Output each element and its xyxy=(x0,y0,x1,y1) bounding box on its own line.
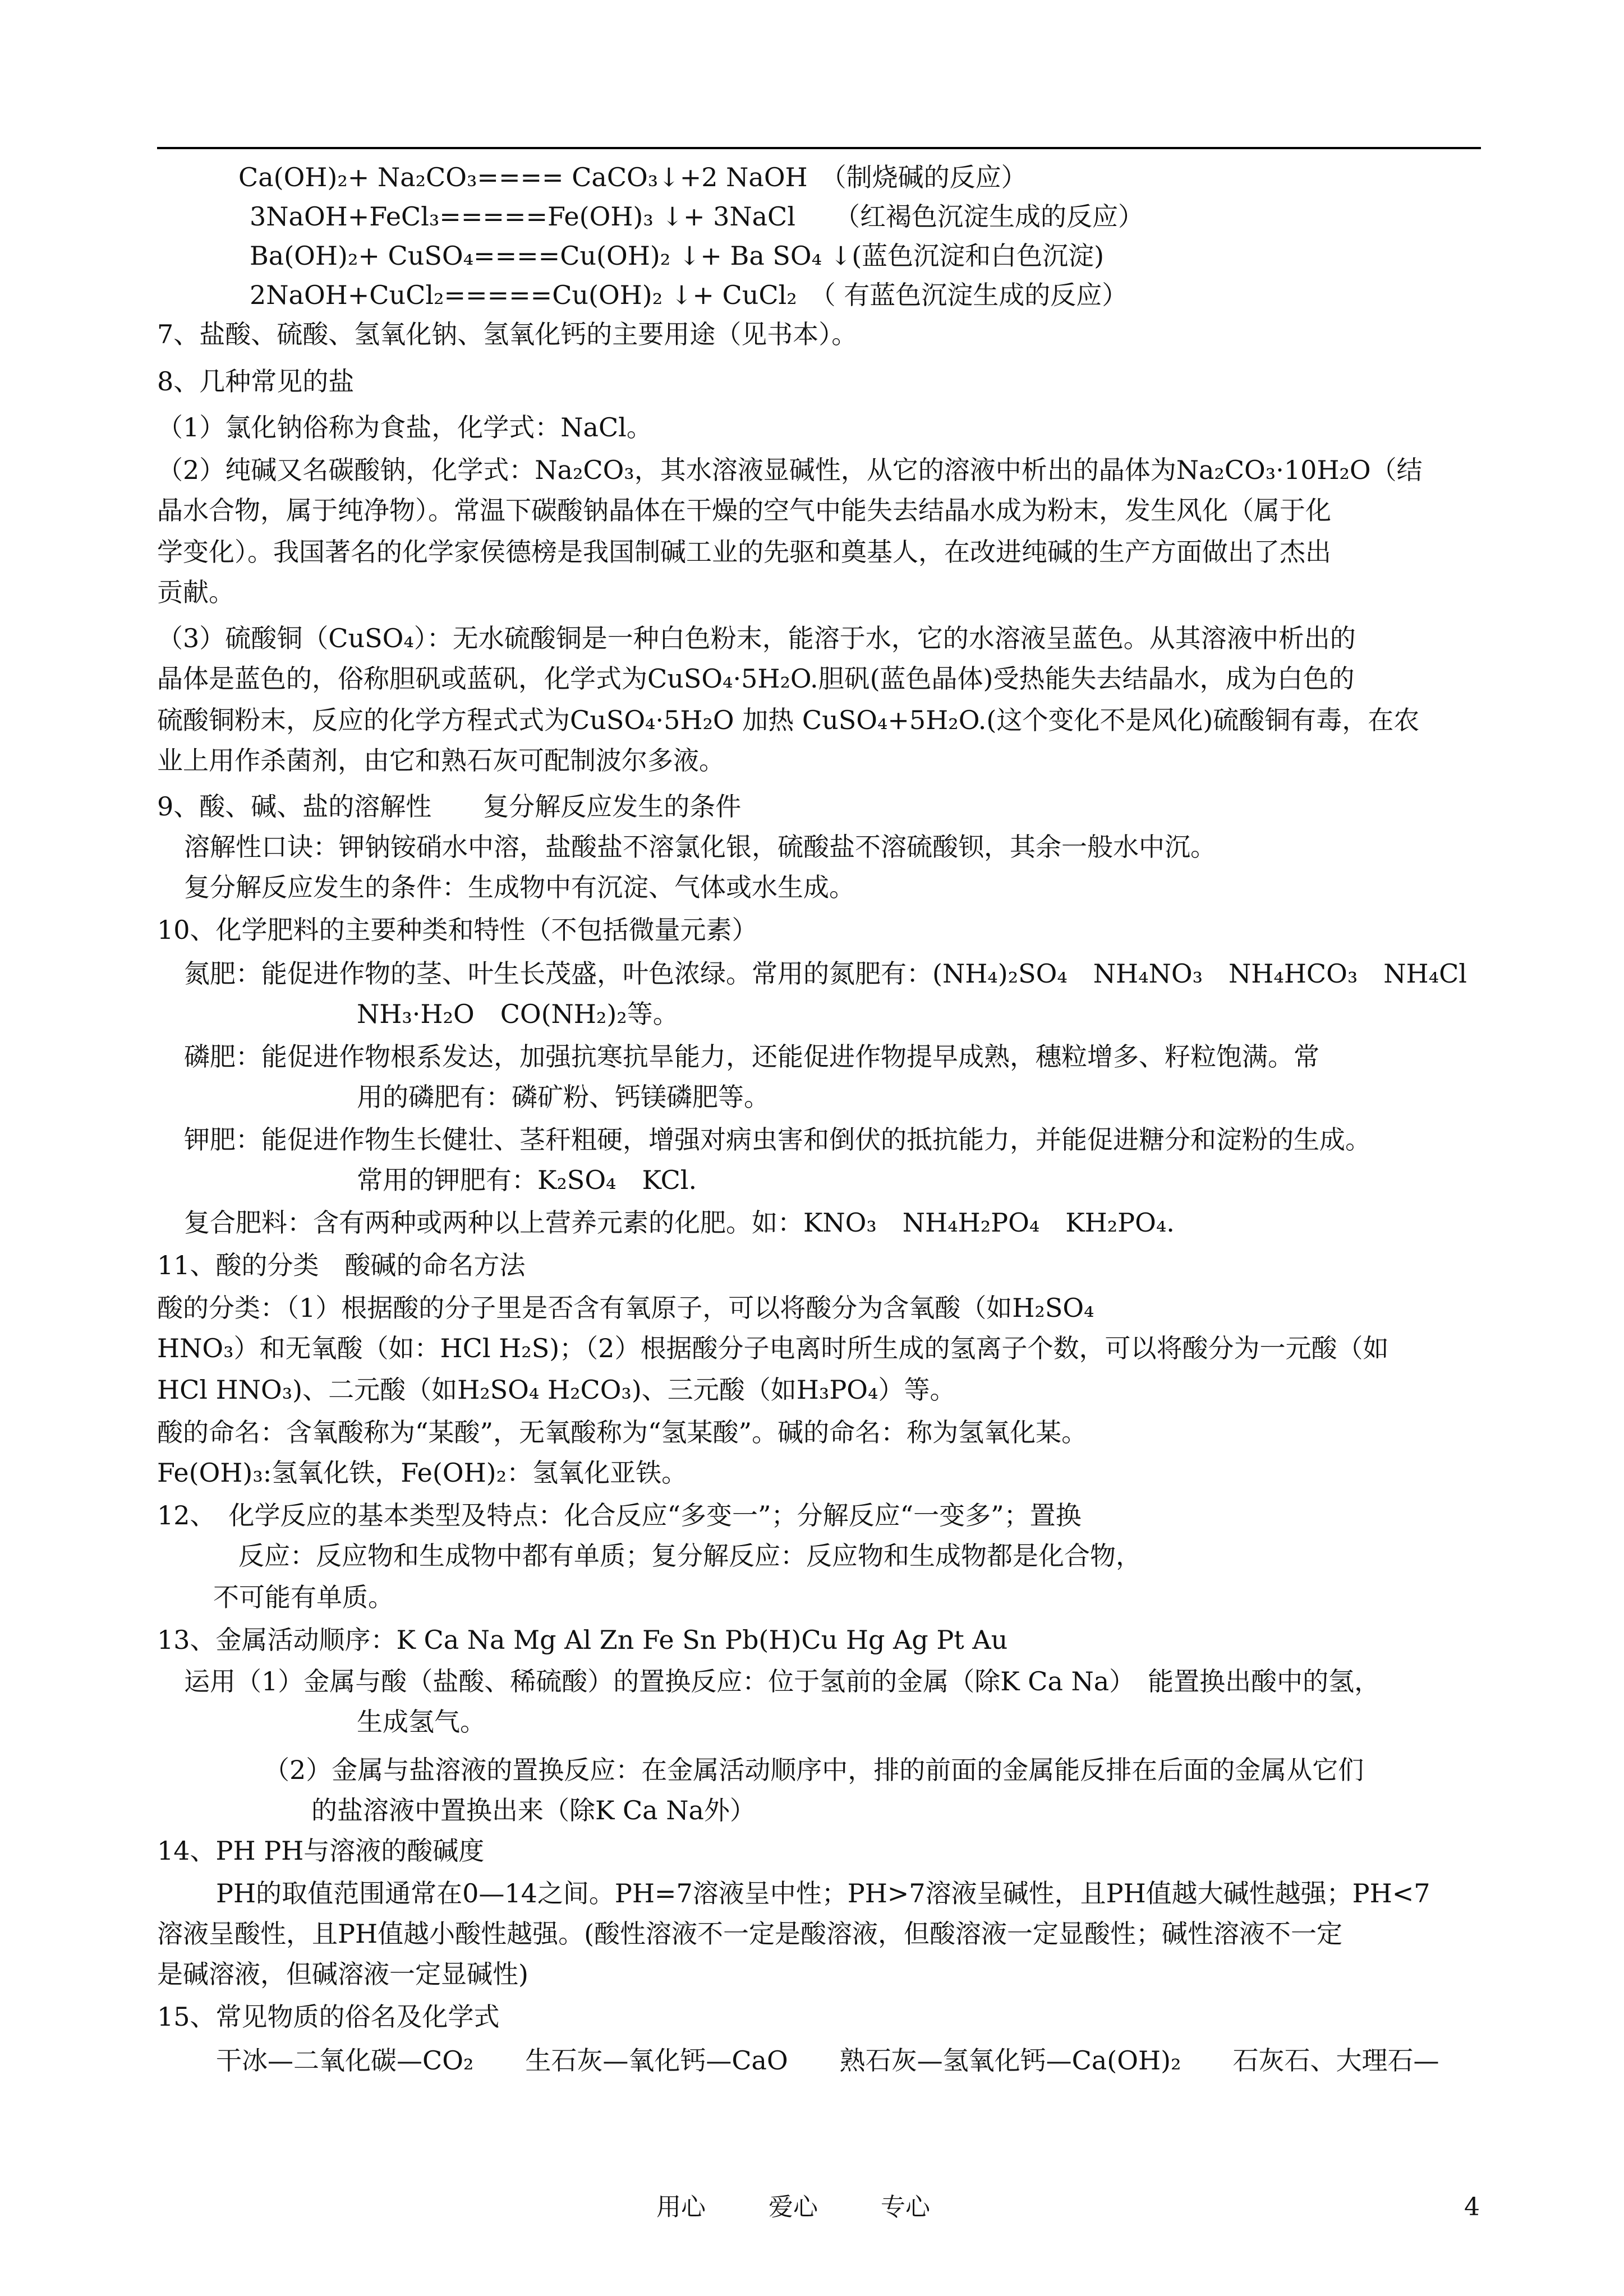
text-line: 7、盐酸、硫酸、氢氧化钠、氢氧化钙的主要用途（见书本）。 xyxy=(157,319,858,349)
text-line: 磷肥：能促进作物根系发达，加强抗寒抗旱能力，还能促进作物提早成熟，穗粒增多、籽粒饱满。常 xyxy=(184,1041,1319,1072)
text-line: 常用的钾肥有：K₂SO₄ KCl. xyxy=(357,1165,697,1195)
text-line: 酸的命名：含氧酸称为“某酸”，无氧酸称为“氢某酸”。碱的命名：称为氢氧化某。 xyxy=(157,1417,1088,1447)
text-line: NH₃·H₂O CO(NH₂)₂等。 xyxy=(357,999,679,1029)
text-line: 晶水合物，属于纯净物）。常温下碳酸钠晶体在干燥的空气中能失去结晶水成为粉末，发生风化（属于化 xyxy=(157,495,1331,525)
text-line: 8、几种常见的盐 xyxy=(157,366,355,397)
text-line: 溶液呈酸性，且PH值越小酸性越强。(酸性溶液不一定是酸溶液，但酸溶液一定显酸性；碱性溶液不一定 xyxy=(157,1919,1343,1949)
page-number: 4 xyxy=(1464,2193,1480,2221)
text-line: 14、PH PH与溶液的酸碱度 xyxy=(157,1836,485,1866)
text-line: HCl HNO₃)、二元酸（如H₂SO₄ H₂CO₃)、三元酸（如H₃PO₄）等。 xyxy=(157,1375,956,1405)
text-line: 干冰—二氧化碳—CO₂ 生石灰—氧化钙—CaO 熟石灰—氢氧化钙—Ca(OH)₂ 石灰石、大理石— xyxy=(216,2045,1439,2076)
text-line: 的盐溶液中置换出来（除K Ca Na外） xyxy=(311,1795,756,1825)
text-line: Ba(OH)₂+ CuSO₄====Cu(OH)₂ ↓+ Ba SO₄ ↓(蓝色沉淀和白色沉淀) xyxy=(250,241,1105,271)
text-line: 3NaOH+FeCl₃=====Fe(OH)₃ ↓+ 3NaCl （红褐色沉淀生成的反应） xyxy=(250,201,1144,232)
text-line: 贡献。 xyxy=(157,577,234,607)
text-line: PH的取值范围通常在0—14之间。PH=7溶液呈中性；PH>7溶液呈碱性，且PH值越大碱性越强；PH<7 xyxy=(216,1878,1430,1908)
text-line: 用的磷肥有：磷矿粉、钙镁磷肥等。 xyxy=(357,1082,770,1112)
text-line: 晶体是蓝色的，俗称胆矾或蓝矾，化学式为CuSO₄·5H₂O.胆矾(蓝色晶体)受热能失去结晶水，成为白色的 xyxy=(157,663,1355,694)
text-line: 复合肥料：含有两种或两种以上营养元素的化肥。如：KNO₃ NH₄H₂PO₄ KH₂PO₄. xyxy=(184,1207,1175,1238)
text-line: 是碱溶液，但碱溶液一定显碱性) xyxy=(157,1959,528,1989)
text-line: 反应：反应物和生成物中都有单质；复分解反应：反应物和生成物都是化合物， xyxy=(238,1541,1142,1571)
text-line: 生成氢气。 xyxy=(357,1707,486,1737)
text-line: 业上用作杀菌剂，由它和熟石灰可配制波尔多液。 xyxy=(157,745,725,776)
footer-word: 爱心 xyxy=(769,2193,818,2221)
text-line: （3）硫酸铜（CuSO₄）：无水硫酸铜是一种白色粉末，能溶于水，它的水溶液呈蓝色。从其溶液中析出的 xyxy=(157,623,1356,653)
text-line: 11、酸的分类 酸碱的命名方法 xyxy=(157,1250,526,1280)
text-line: 硫酸铜粉末，反应的化学方程式式为CuSO₄·5H₂O 加热 CuSO₄+5H₂O.(这个变化不是风化)硫酸铜有毒，在农 xyxy=(157,705,1420,735)
text-line: （2）金属与盐溶液的置换反应：在金属活动顺序中，排的前面的金属能反排在后面的金属从它们 xyxy=(264,1755,1364,1785)
text-line: 学变化）。我国著名的化学家侯德榜是我国制碱工业的先驱和奠基人，在改进纯碱的生产方面做出了杰出 xyxy=(157,537,1331,567)
text-line: 10、化学肥料的主要种类和特性（不包括微量元素） xyxy=(157,915,758,945)
text-line: 溶解性口诀：钾钠铵硝水中溶，盐酸盐不溶氯化银，硫酸盐不溶硫酸钡，其余一般水中沉。 xyxy=(184,832,1216,862)
text-line: 15、常见物质的俗名及化学式 xyxy=(157,2002,500,2032)
text-line: 不可能有单质。 xyxy=(213,1582,394,1612)
text-line: HNO₃）和无氧酸（如：HCl H₂S)；（2）根据酸分子电离时所生成的氢离子个数，可以将酸分为一元酸（如 xyxy=(157,1333,1389,1363)
text-line: Fe(OH)₃:氢氧化铁，Fe(OH)₂：氢氧化亚铁。 xyxy=(157,1458,688,1488)
text-line: 酸的分类：（1）根据酸的分子里是否含有氧原子，可以将酸分为含氧酸（如H₂SO₄ xyxy=(157,1293,1094,1323)
footer-word: 专心 xyxy=(881,2193,930,2221)
text-line: Ca(OH)₂+ Na₂CO₃==== CaCO₃↓+2 NaOH （制烧碱的反应） xyxy=(238,162,1027,192)
header-rule xyxy=(157,147,1481,149)
text-line: 运用（1）金属与酸（盐酸、稀硫酸）的置换反应：位于氢前的金属（除K Ca Na） 能置换出酸中的氢， xyxy=(184,1666,1381,1696)
text-line: 13、金属活动顺序：K Ca Na Mg Al Zn Fe Sn Pb(H)Cu Hg Ag Pt Au xyxy=(157,1625,1008,1655)
text-line: （1）氯化钠俗称为食盐，化学式：NaCl。 xyxy=(157,412,652,442)
text-line: 钾肥：能促进作物生长健壮、茎秆粗硬，增强对病虫害和倒伏的抵抗能力，并能促进糖分和淀粉的生成。 xyxy=(184,1124,1371,1155)
text-line: 12、 化学反应的基本类型及特点：化合反应“多变一”；分解反应“一变多”；置换 xyxy=(157,1500,1082,1530)
text-line: 9、酸、碱、盐的溶解性 复分解反应发生的条件 xyxy=(157,791,742,822)
footer-word: 用心 xyxy=(656,2193,706,2221)
text-line: 氮肥：能促进作物的茎、叶生长茂盛，叶色浓绿。常用的氮肥有：(NH₄)₂SO₄ NH₄NO₃ NH₄HCO₃ NH₄Cl xyxy=(184,958,1467,989)
text-line: 复分解反应发生的条件：生成物中有沉淀、气体或水生成。 xyxy=(184,872,855,902)
text-line: （2）纯碱又名碳酸钠，化学式：Na₂CO₃，其水溶液显碱性，从它的溶液中析出的晶体为Na₂CO₃·10H₂O（结 xyxy=(157,455,1423,485)
text-line: 2NaOH+CuCl₂=====Cu(OH)₂ ↓+ CuCl₂ （ 有蓝色沉淀生成的反应） xyxy=(250,280,1128,310)
